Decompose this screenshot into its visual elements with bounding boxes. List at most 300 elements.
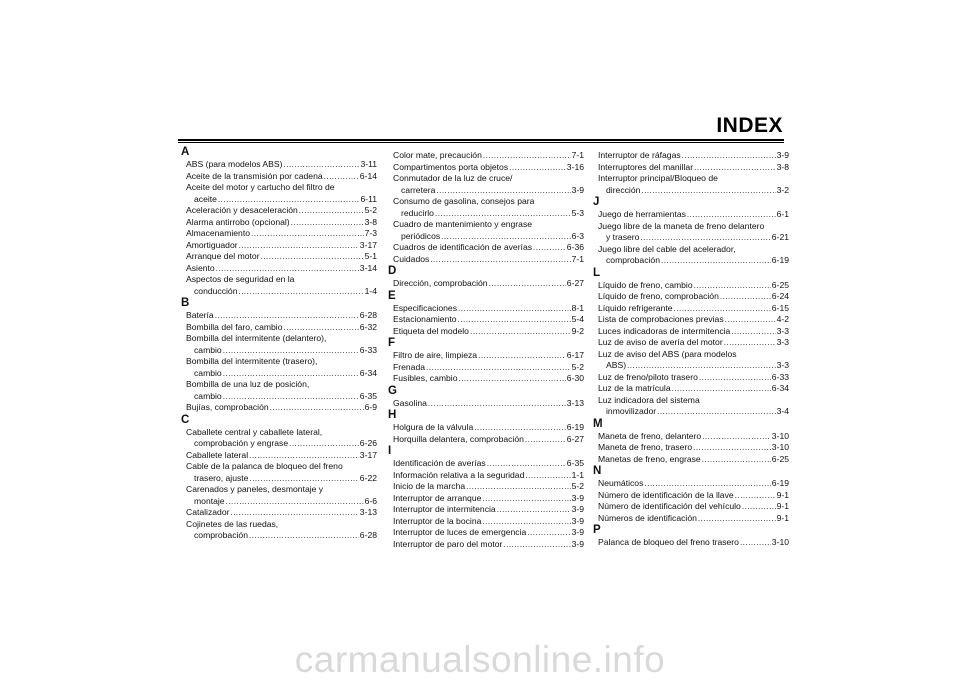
index-letter-heading: B [181,297,190,309]
index-entry-page: 7-3 [364,228,377,238]
index-entry-line [593,221,789,233]
index-entry-text: Batería [186,310,214,320]
index-entry-text: Etiqueta del modelo [393,325,469,336]
index-entry-text: Holgura de la válvula [393,422,474,432]
index-entry-line [593,337,789,349]
dot-leader [458,373,565,385]
index-entry-text: Asiento [186,262,215,273]
index-entry-page: 6-30 [566,373,584,383]
index-entry-line [181,194,377,206]
index-entry-text: Interruptor de intermitencia [393,504,496,514]
index-entry-text: Aspectos de seguridad en la [186,274,295,284]
index-entry-line [181,333,377,345]
index-entry-text: cambio [194,390,222,401]
index-entry-page: 3-3 [776,337,789,347]
index-entry-line [181,159,377,171]
index-entry-line [181,368,377,380]
index-entry-text: Luz indicadora del sistema [598,394,700,405]
index-entry-line [181,274,377,286]
index-entry-page: 9-1 [776,512,789,523]
dot-leader [215,310,359,322]
index-entry-text: comprobación [606,255,660,265]
index-entry-text: Aceite del motor y cartucho del filtro de [186,182,335,192]
dot-leader [724,337,776,349]
index-entry-line [181,228,377,240]
index-entry-text: Interruptor de la bocina [393,515,482,526]
index-entry-line [388,422,584,434]
index-entry-page: 7-1 [571,253,584,264]
index-entry-page: 9-1 [776,489,789,500]
index-entry-text: y trasero [606,232,640,242]
index-entry-page: 3-13 [359,507,377,517]
title-rule-thin [178,142,784,143]
dot-leader [740,537,771,549]
index-entry-text: Luz de aviso del ABS (para modelos [598,348,737,359]
index-entry-text: Interruptor principal/Bloqueo de [598,173,718,183]
index-entry-page: 3-9 [571,527,584,537]
dot-leader [426,362,571,374]
index-entry-text: Información relativa a la seguridad [393,469,525,480]
index-entry-line [388,398,584,410]
index-entry-line [593,150,789,162]
index-entry-line [388,219,584,231]
index-entry-text: Frenada [393,361,426,372]
index-entry-line [181,402,377,414]
index-column-2 [388,150,584,550]
dot-leader [270,402,364,414]
index-column-1 [181,146,377,542]
index-entry-line [181,345,377,357]
index-entry-page: 6-22 [359,472,377,483]
index-entry-text: Horquilla delantera, comprobación [393,433,524,444]
index-entry-page: 3-2 [776,184,789,195]
index-entry-line [593,162,789,174]
index-entry-text: Juego libre de la maneta de freno delantero [598,220,765,231]
index-entry-text: Cojinetes de las ruedas, [186,518,279,529]
index-entry-line [181,450,377,462]
index-letter-heading: F [388,337,396,349]
dot-leader [482,493,570,505]
index-entry-text: Cable de la palanca de bloqueo del freno [186,461,343,471]
index-entry-text: Palanca de bloqueo del freno trasero [598,537,739,547]
index-entry-line [388,504,584,516]
index-entry-text: Cuidados [393,253,430,264]
dot-leader [218,194,360,206]
index-entry-page: 6-11 [360,193,377,204]
dot-leader [644,478,770,490]
index-entry-page: 6-15 [771,302,789,313]
index-entry-page: 6-35 [566,458,584,468]
index-entry-page: 3-17 [359,239,377,250]
index-entry-line [181,379,377,391]
dot-leader [324,171,359,183]
index-entry-text: Caballete central y caballete lateral, [186,426,323,437]
index-entry-line [181,182,377,194]
index-entry-line [181,171,377,183]
index-entry-text: Líquido refrigerante [598,302,673,313]
index-entry-line [593,173,789,185]
index-entry-page: 6-27 [566,278,584,288]
index-entry-line [181,251,377,263]
index-entry-text: Lista de comprobaciones previas [598,314,724,324]
dot-leader [291,217,364,229]
index-entry-page: 3-9 [776,150,789,160]
index-entry-text: Almacenamiento [186,228,251,238]
index-entry-page: 6-35 [359,390,377,401]
dot-leader [731,326,775,338]
index-entry-page: 5-2 [364,205,377,215]
index-letter-heading: H [388,409,397,421]
dot-leader [672,383,771,395]
index-entry-line [181,473,377,485]
dot-leader [694,162,776,174]
index-entry-text: Estacionamiento [393,314,457,324]
index-entry-line [593,501,789,513]
index-entry-text: Luz de la matrícula [598,383,671,393]
dot-leader [487,458,566,470]
dot-leader [478,350,566,362]
index-entry-page: 3-9 [571,538,584,549]
index-letter-heading: E [388,289,396,302]
dot-leader [430,254,570,266]
index-entry-line [593,349,789,361]
index-entry-text: conducción [194,285,238,296]
dot-leader [627,360,776,372]
index-entry-text: Maneta de freno, trasero [598,442,693,452]
index-entry-text: Arranque del motor [186,251,260,261]
index-entry-line [388,539,584,551]
index-entry-page: 6-9 [364,402,377,412]
index-entry-line [388,362,584,374]
index-entry-page: 5-4 [571,314,584,324]
index-entry-text: montaje [194,495,225,506]
index-entry-line [388,481,584,493]
title-rule-thick [178,139,784,141]
dot-leader [284,159,360,171]
dot-leader [223,368,359,380]
index-letter-heading: J [593,196,600,208]
index-entry-line [388,231,584,243]
index-entry-text: Líquido de freno, comprobación [598,291,719,301]
index-entry-text: Color mate, precaución [393,150,482,160]
index-entry-page: 3-10 [771,442,789,452]
index-entry-text: Bujías, comprobación [186,402,269,412]
index-entry-line [181,205,377,217]
index-entry-page: 3-16 [566,161,584,172]
index-entry-text: periódicos [401,230,441,241]
index-entry-line [388,173,584,185]
index-entry-text: Inicio de la marcha [393,481,466,491]
index-entry-page: 3-14 [359,262,377,273]
index-entry-line [593,383,789,395]
index-entry-line [388,254,584,266]
index-entry-line [388,278,584,290]
index-entry-line [388,434,584,446]
dot-leader [458,303,571,315]
index-entry-text: cambio [194,344,222,355]
dot-leader [249,473,358,485]
index-entry-text: Neumáticos [598,478,644,488]
index-entry-line [181,240,377,252]
index-entry-page: 6-28 [359,310,377,320]
dot-leader [251,228,364,240]
index-entry-text: Bombilla de una luz de posición, [186,379,310,389]
index-entry-line [593,255,789,267]
index-entry-line [388,350,584,362]
index-entry-line [593,513,789,525]
dot-leader [470,326,571,338]
dot-leader [261,251,364,263]
dot-leader [694,280,771,292]
index-entry-page: 6-6 [364,495,377,506]
dot-leader [702,454,771,466]
index-entry-page: 6-19 [566,422,584,432]
index-entry-text: Cuadros de identificación de averías [393,242,533,252]
index-entry-page: 6-32 [359,321,377,332]
index-entry-line [593,314,789,326]
index-entry-text: Juego de herramientas [598,209,686,219]
index-entry-line [593,372,789,384]
index-entry-text: Luces indicadoras de intermitencia [598,325,731,336]
index-entry-text: trasero, ajuste [194,472,249,483]
index-entry-line [388,493,584,505]
index-entry-text: Luz de freno/piloto trasero [598,371,698,382]
index-entry-line [388,208,584,220]
index-entry-text: comprobación y engrase [194,438,289,448]
index-entry-page: 6-33 [359,344,377,355]
index-letter-heading: L [593,266,601,279]
index-entry-page: 6-36 [566,242,584,252]
index-entry-line [593,537,789,549]
index-letter-heading: G [388,384,397,397]
index-entry-page: 6-33 [771,371,789,382]
index-entry-line [593,360,789,372]
index-entry-line [181,310,377,322]
dot-leader [226,496,364,508]
index-entry-page: 3-9 [571,492,584,503]
dot-leader [657,406,775,418]
dot-leader [525,434,566,446]
index-entry-page: 3-10 [771,430,789,441]
index-entry-text: comprobación [194,530,248,540]
dot-leader [698,513,776,525]
index-entry-text: inmovilizador [606,406,657,416]
index-entry-line [388,458,584,470]
index-entry-line [181,263,377,275]
index-entry-text: Amortiguador [186,239,238,250]
index-entry-line [388,162,584,174]
index-entry-text: carretera [401,184,436,195]
index-entry-text: Fusibles, cambio [393,373,458,383]
index-entry-text: reducirlo [401,207,434,218]
index-entry-line [181,427,377,439]
index-entry-page: 3-9 [571,184,584,195]
page-title: INDEX [716,114,783,137]
dot-leader [489,278,566,290]
index-entry-line [593,232,789,244]
index-entry-page: 7-1 [571,150,584,160]
dot-leader [458,314,571,326]
index-entry-line [388,150,584,162]
dot-leader [223,391,359,403]
index-entry-page: 5-3 [571,207,584,218]
index-entry-line [388,242,584,254]
dot-leader [525,470,570,482]
dot-leader [223,345,359,357]
index-entry-page: 9-2 [571,325,584,336]
index-entry-text: Carenados y paneles, desmontaje y [186,484,324,494]
index-entry-page: 6-27 [566,433,584,444]
index-entry-text: dirección [606,184,641,195]
dot-leader [436,185,570,197]
dot-leader [674,303,771,315]
index-entry-text: Aceleración y desaceleración [186,205,298,215]
index-entry-page: 6-26 [359,438,377,448]
index-entry-text: Interruptor de ráfagas [598,150,681,160]
index-entry-line [593,244,789,256]
dot-leader [702,431,771,443]
dot-leader [299,205,364,217]
index-entry-text: Cuadro de mantenimiento y engrase [393,219,533,229]
index-entry-line [181,356,377,368]
index-entry-text: aceite [194,193,217,204]
index-entry-line [388,196,584,208]
dot-leader [509,162,566,174]
index-entry-page: 6-25 [771,279,789,290]
index-entry-page: 1-1 [571,469,584,480]
index-entry-text: Consumo de gasolina, consejos para [393,196,535,206]
index-entry-text: Números de identificación [598,512,697,523]
dot-leader [435,208,571,220]
index-entry-page: 6-19 [771,478,789,488]
dot-leader [466,481,570,493]
index-entry-page: 3-8 [364,216,377,227]
dot-leader [693,442,771,454]
dot-leader [216,263,359,275]
index-entry-text: Juego libre del cable del acelerador, [598,243,736,254]
index-entry-line [593,442,789,454]
index-letter-heading: D [388,265,397,277]
index-entry-line [181,461,377,473]
index-entry-line [593,478,789,490]
index-entry-text: Bombilla del faro, cambio [186,321,283,332]
index-entry-page: 8-1 [571,302,584,313]
index-entry-page: 3-9 [571,515,584,526]
index-entry-text: Gasolina [393,397,427,408]
dot-leader [682,150,776,162]
index-entry-line [388,185,584,197]
index-entry-text: Número de identificación del vehículo [598,501,741,511]
dot-leader [641,185,775,197]
index-entry-page: 3-10 [771,537,789,547]
dot-leader [483,150,571,162]
watermark: carmanualsonline.info [294,639,666,680]
index-entry-text: ABS) [606,360,627,370]
index-entry-text: Bombilla del intermitente (trasero), [186,356,318,366]
index-entry-page: 3-3 [776,360,789,370]
dot-leader [249,530,359,542]
index-entry-text: Aceite de la transmisión por cadena [186,170,323,181]
dot-leader [238,286,363,298]
index-entry-line [388,470,584,482]
dot-leader [661,255,771,267]
index-entry-page: 9-1 [776,501,789,511]
index-letter-heading: C [181,413,190,426]
index-entry-line [593,303,789,315]
index-entry-text: Interruptor de paro del motor [393,538,503,549]
index-entry-line [593,291,789,303]
index-column-3 [593,150,789,549]
index-entry-text: Catalizador [186,507,230,517]
index-entry-page: 5-1 [364,251,377,261]
dot-leader [742,501,776,513]
index-entry-line [593,395,789,407]
index-entry-line [593,209,789,221]
index-entry-page: 5-2 [571,481,584,491]
dot-leader [474,422,566,434]
index-entry-text: Identificación de averías [393,458,486,468]
index-entry-line [593,431,789,443]
index-entry-line [181,217,377,229]
index-entry-page: 3-11 [360,159,377,169]
index-entry-line [388,326,584,338]
index-entry-page: 4-2 [776,314,789,324]
index-entry-text: Compartimentos porta objetos [393,161,509,172]
index-entry-line [388,516,584,528]
index-entry-line [593,406,789,418]
index-entry-text: Conmutador de la luz de cruce/ [393,173,513,183]
dot-leader [249,450,359,462]
dot-leader [497,504,571,516]
dot-leader [533,242,566,254]
index-entry-page: 3-8 [776,161,789,172]
index-entry-line [181,484,377,496]
index-letter-heading: A [181,146,190,158]
index-entry-page: 6-3 [571,230,584,241]
index-entry-line [181,286,377,298]
index-letter-heading: M [593,417,603,430]
index-entry-page: 6-1 [776,209,789,219]
dot-leader [289,438,359,450]
index-entry-text: Filtro de aire, limpieza [393,350,478,360]
index-entry-line [181,496,377,508]
index-entry-page: 6-19 [771,255,789,265]
index-entry-line [388,314,584,326]
index-letter-heading: N [593,465,602,477]
dot-leader [428,398,566,410]
index-entry-text: ABS (para modelos ABS) [186,159,283,169]
dot-leader [503,539,570,551]
index-entry-page: 6-28 [359,530,377,540]
index-entry-line [388,303,584,315]
index-entry-page: 6-34 [359,367,377,378]
index-entry-line [181,438,377,450]
dot-leader [720,291,771,303]
index-entry-line [181,530,377,542]
index-entry-page: 6-21 [771,232,789,242]
index-entry-line [388,527,584,539]
index-entry-line [593,280,789,292]
index-entry-line [593,490,789,502]
index-entry-page: 3-13 [566,397,584,408]
index-entry-text: Interruptor de luces de emergencia [393,527,527,537]
dot-leader [725,314,776,326]
index-entry-line [181,519,377,531]
dot-leader [687,209,776,221]
index-entry-text: cambio [194,367,222,378]
index-letter-heading: I [388,445,392,457]
index-entry-page: 5-2 [571,361,584,372]
